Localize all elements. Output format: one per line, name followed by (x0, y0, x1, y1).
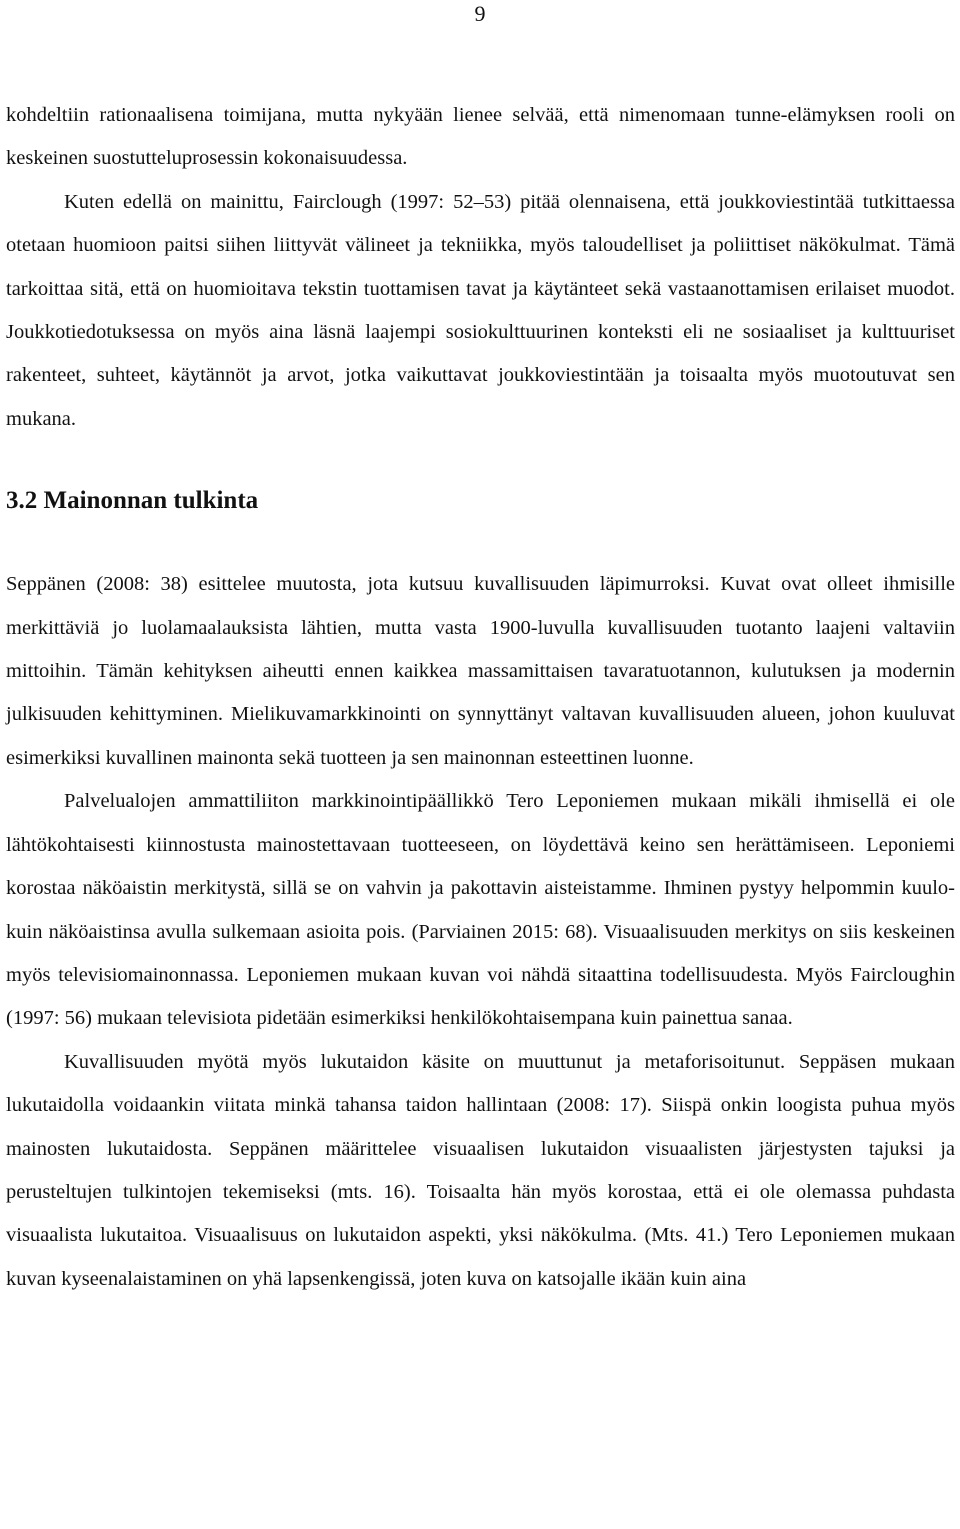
section-heading: 3.2 Mainonnan tulkinta (6, 487, 259, 515)
document-body (6, 94, 955, 1301)
paragraph-continued: kohdeltiin rationaalisena toimijana, mutta nykyään lienee selvää, että nimenomaan tunne-elämyksen rooli on keskeinen suostutteluprosessin kokonaisuudessa. (6, 104, 955, 170)
page-number: 9 (474, 1, 486, 26)
paragraph-lukutaito: Kuvallisuuden myötä myös lukutaidon käsite on muuttunut ja metaforisoitunut. Seppäsen mukaan lukutaidolla voidaankin viitata minkä tahansa taidon hallintaan (2008: 17). Siispä onkin loogista puhua myös mainosten lukutaidosta. Seppänen määrittelee visuaalisen lukutaidon visuaalisten järjestysten tajuksi ja perusteltujen tulkintojen tekemiseksi (mts. 16). Toisaalta hän myös korostaa, että ei ole olemassa puhdasta visuaalista lukutaitoa. Visuaalisuus on lukutaidon aspekti, yksi näkökulma. (Mts. 41.) Tero Leponiemen mukaan kuvan kyseenalaistaminen on yhä lapsenkengissä, joten kuva on katsojalle ikään kuin aina (6, 1050, 955, 1290)
paragraph-seppanen: Seppänen (2008: 38) esittelee muutosta, jota kutsuu kuvallisuuden läpimurroksi. Kuvat ovat olleet ihmisille merkittäviä jo luolamaalauksista lähtien, mutta vasta 1900-luvulla kuvallisuuden tuotanto laajeni valtaviin mittoihin. Tämän kehityksen aiheutti ennen kaikkea massamittaisen tavaratuotannon, kulutuksen ja modernin julkisuuden kehittyminen. Mielikuvamarkkinointi on synnyttänyt valtavan kuvallisuuden alueen, johon kuuluvat esimerkiksi kuvallinen mainonta sekä tuotteen ja sen mainonnan esteettinen luonne. (6, 573, 955, 769)
paragraph-leponiemi: Palvelualojen ammattiliiton markkinointipäällikkö Tero Leponiemen mukaan mikäli ihmisellä ei ole lähtökohtaisesti kiinnostusta mainostettavaan tuotteeseen, on löydettävä keino sen herättämiseen. Leponiemi korostaa näköaistin merkitystä, sillä se on vahvin ja pakottavin aisteistamme. Ihminen pystyy helpommin kuulo- kuin näköaistinsa avulla sulkemaan asioita pois. (Parviainen 2015: 68). Visuaalisuuden merkitys on siis keskeinen myös televisiomainonnassa. Leponiemen mukaan kuvan voi nähdä sitaattina todellisuudesta. Myös Faircloughin (1997: 56) mukaan televisiota pidetään esimerkiksi henkilökohtaisempana kuin painettua sanaa. (6, 790, 955, 1030)
paragraph-fairclough: Kuten edellä on mainittu, Fairclough (1997: 52–53) pitää olennaisena, että joukkoviestintää tutkittaessa otetaan huomioon paitsi siihen liittyvät välineet ja tekniikka, myös taloudelliset ja poliittiset näkökulmat. Tämä tarkoittaa sitä, että on huomioitava tekstin tuottamisen tavat ja käytänteet sekä vastaanottamisen erilaiset muodot. Joukkotiedotuksessa on myös aina läsnä laajempi sosiokulttuurinen konteksti eli ne sosiaaliset ja kulttuuriset rakenteet, suhteet, käytännöt ja arvot, jotka vaikuttavat joukkoviestintään ja toisaalta myös muotoutuvat sen mukana. (6, 190, 955, 430)
